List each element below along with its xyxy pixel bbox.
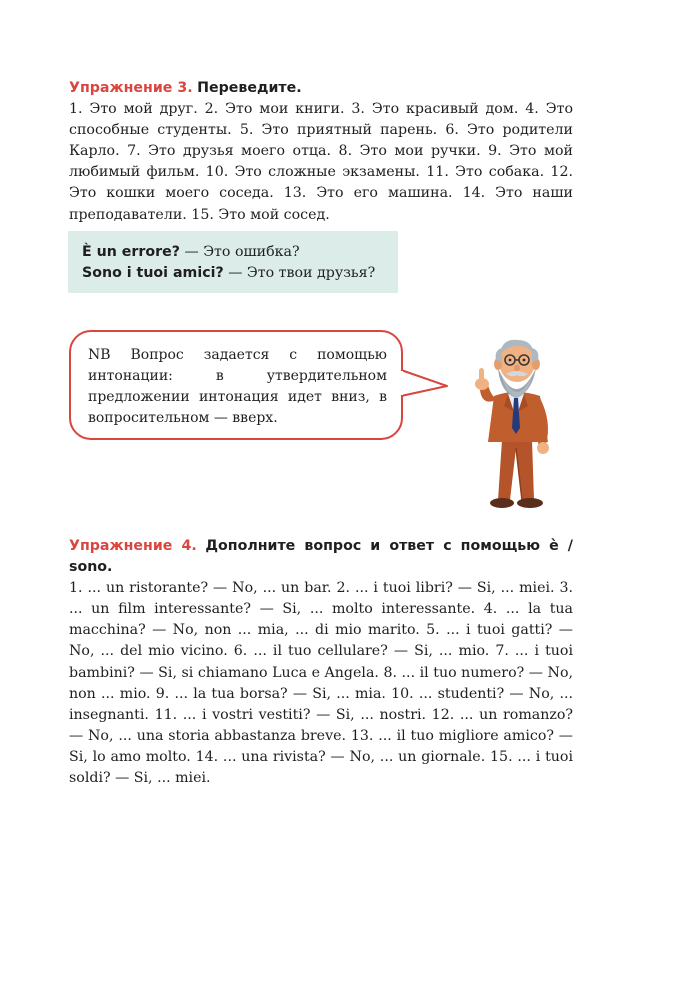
bubble-tail (399, 366, 451, 406)
example-2-russian: — Это твои друзья? (223, 265, 376, 281)
exercise-3-instruction: Переведите. (197, 80, 302, 96)
example-box (68, 231, 398, 293)
exercise-4-instruction: Дополните вопрос и ответ с помощью è / sono. (69, 538, 573, 576)
exercise-3-label: Упражнение 3. (69, 80, 193, 96)
exercise-3-body: 1. Это мой друг. 2. Это мои книги. 3. Это красивый дом. 4. Это способные студенты. 5. Это приятный парень. 6. Это родители Карло. 7. Это друзья моего отца. 8. Это мои ручки. 9. Это мой любимый фильм. 10. Это сложные экзамены. 11. Это собака. 12. Это кошки моего соседа. 13. Это его машина. 14. Это наши преподаватели. 15. Это мой сосед. (69, 101, 573, 223)
exercise-3 (69, 78, 573, 226)
exercise-4 (69, 536, 573, 789)
note-bubble (69, 330, 403, 440)
exercise-4-heading (69, 536, 573, 578)
exercise-4-label: Упражнение 4. (69, 538, 197, 554)
example-1-italian: È un errore? (82, 244, 180, 260)
example-line-1 (82, 242, 388, 263)
note-text: NB Вопрос задается с помощью интонации: в утвердительном предложении интонация идет вниз, в вопросительном — вверх. (88, 347, 387, 426)
example-2-italian: Sono i tuoi amici? (82, 265, 224, 281)
example-1-russian: — Это ошибка? (179, 244, 300, 260)
example-line-2 (82, 263, 388, 284)
exercise-3-heading (69, 78, 573, 99)
exercise-4-body: 1. ... un ristorante? — No, ... un bar. 2. ... i tuoi libri? — Si, ... miei. 3. ... un film interessante? — Si, ... molto interessante. 4. ... la tua macchina? — No, non ... mia, ... di mio marito. 5. ... i tuoi gatti? — No, ... del mio vicino. 6. ... il tuo cellulare? — Si, ... mio. 7. ... i tuoi bambini? — Si, si chiamano Luca e Angela. 8. ... il tuo numero? — No, non ... mio. 9. ... la tua borsa? — Si, ... mia. 10. ... studenti? — No, ... insegnanti. 11. ... i vostri vestiti? — Si, ... nostri. 12. ... un romanzo? — No, ... una storia abbastanza breve. 13. ... il tuo migliore amico? — Si, lo amo molto. 14. ... una rivista? — No, ... un giornale. 15. ... i tuoi soldi? — Si, ... miei. (69, 580, 573, 787)
professor-pointing-illustration (458, 332, 578, 514)
